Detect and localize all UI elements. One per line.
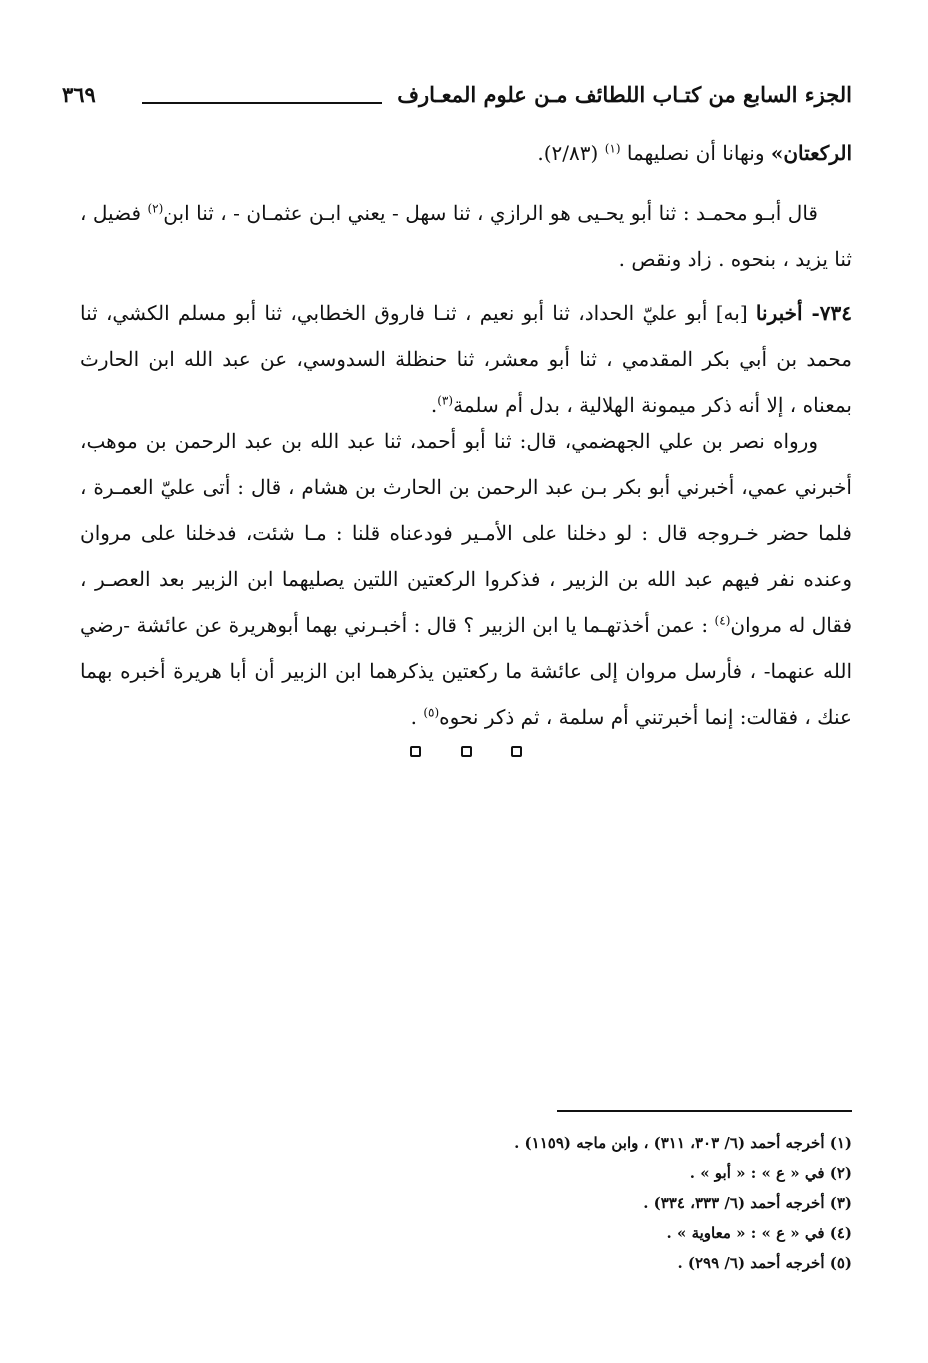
page-number: ٣٦٩ bbox=[62, 82, 96, 107]
hadith-number-lead: ٧٣٤- أخبرنا bbox=[755, 301, 852, 325]
footnote-ref-2: (٢) bbox=[147, 201, 164, 216]
paragraph-4-tail: . bbox=[410, 705, 424, 729]
footnote-4: (٤) في « ع » : « معاوية » . bbox=[666, 1224, 852, 1242]
footnotes bbox=[300, 1128, 852, 1278]
paragraph-3-tail: . bbox=[430, 393, 438, 417]
paragraph-2-text: قال أبـو محمـد : ثنا أبو يحـيى هو الرازي ، ثنا سهل - يعني ابـن عثمـان - ، ثنا ابن bbox=[163, 201, 818, 225]
section-ornament bbox=[410, 746, 522, 757]
ornament-square-icon bbox=[511, 746, 522, 757]
paragraph-1 bbox=[80, 130, 852, 176]
footnote-1: (١) أخرجه أحمد (٦/ ٣٠٣، ٣١١) ، وابن ماجه (١١٥٩) . bbox=[514, 1134, 852, 1152]
paragraph-1-lead: الركعتان» bbox=[770, 141, 852, 165]
paragraph-3 bbox=[80, 290, 852, 428]
paragraph-4-text-2: : عمن أخذتهـما يا ابن الزبير ؟ قال : أخبـرني بهما أبوهريرة عن عائشة -رضي الله عنهما- ، فأرسل مروان إلى عائشة ما ركعتين يذكرهما ابن الزبير أن أبا هريرة أخبره بهما عنك ، فقالت: إنما أخبرتني أم سلمة ، ثم ذكر نحوه bbox=[80, 613, 852, 729]
ornament-square-icon bbox=[461, 746, 472, 757]
footnote-2: (٢) في « ع » : « أبو » . bbox=[689, 1164, 852, 1182]
paragraph-4-text: ورواه نصر بن علي الجهضمي، قال: ثنا أبو أحمد، ثنا عبد الله بن عبد الرحمن بن موهب، أخبرني عمي، أخبرني أبو بكر بـن عبد الرحمن بن الحارث بن هشام ، قال : أتى عليّ العمـرة ، فلما حضر خـروجه قال : لو دخلنا على الأمـير فودعناه قلنا : مـا شئت، فدخلنا على مروان وعنده نفر فيهم عبد الله بن الزبير ، فذكروا الركعتين اللتين يصليهما ابن الزبير بعد العصـر ، فقال له مروان bbox=[80, 429, 853, 637]
footnote-ref-1: (١) bbox=[604, 141, 621, 156]
footnote-ref-4: (٤) bbox=[714, 613, 731, 628]
running-title: الجزء السابع من كتـاب اللطائف مـن علوم المعـارف bbox=[397, 82, 852, 107]
footnote-5: (٥) أخرجه أحمد (٦/ ٢٩٩) . bbox=[677, 1254, 852, 1272]
footnote-separator bbox=[557, 1110, 852, 1112]
paragraph-1-tail: (٢/٨٣). bbox=[537, 141, 605, 165]
footnote-ref-3: (٣) bbox=[437, 393, 454, 408]
header-rule bbox=[142, 102, 382, 104]
footnote-ref-5: (٥) bbox=[423, 705, 440, 720]
paragraph-3-text: [به] أبو عليّ الحداد، ثنا أبو نعيم ، ثنـا فاروق الخطابي، ثنا أبو مسلم الكشي، ثنا محمد بن أبي بكر المقدمي ، ثنا أبو معشر، ثنا حنظلة السدوسي، عن عبد الله ابن الحارث بمعناه ، إلا أنه ذكر ميمونة الهلالية ، بدل أم سلمة bbox=[80, 301, 852, 417]
ornament-square-icon bbox=[410, 746, 421, 757]
paragraph-4 bbox=[80, 418, 852, 740]
paragraph-2-tail: فضيل ، ثنا يزيد ، بنحوه . زاد ونقص . bbox=[80, 201, 852, 271]
footnote-3: (٣) أخرجه أحمد (٦/ ٣٣٣، ٣٣٤) . bbox=[643, 1194, 852, 1212]
paragraph-1-text: ونهانا أن نصليهما bbox=[620, 141, 771, 165]
paragraph-2 bbox=[80, 190, 852, 282]
page-header bbox=[62, 82, 852, 118]
